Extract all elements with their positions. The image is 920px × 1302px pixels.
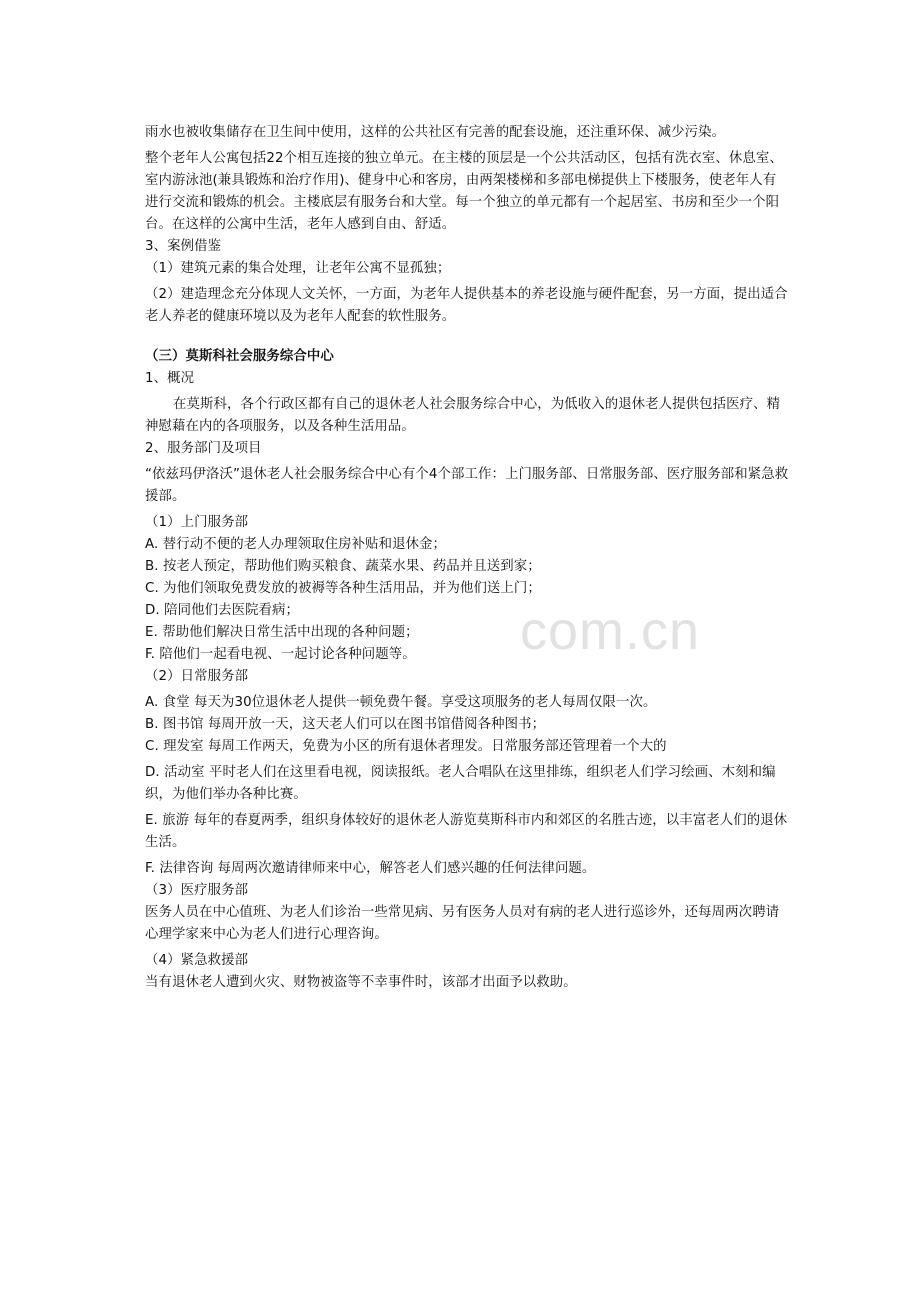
paragraph-line: “依兹玛伊洛沃”退休老人社会服务综合中心有个4个部工作：上门服务部、日常服务部、医疗服务部和紧急救 — [145, 467, 789, 482]
section-heading: 3、案例借鉴 — [145, 239, 222, 254]
list-item: F. 陪他们一起看电视、一起讨论各种问题等。 — [145, 647, 416, 662]
paragraph-line: 雨水也被收集储存在卫生间中使用，这样的公共社区有完善的配套设施，还注重环保、减少污染。 — [145, 125, 726, 140]
paragraph-line: 援部。 — [145, 489, 186, 504]
list-item: E. 帮助他们解决日常生活中出现的各种问题； — [145, 625, 419, 640]
paragraph-line: 台。在这样的公寓中生活，老年人感到自由、舒适。 — [145, 217, 456, 232]
list-item: C. 为他们领取免费发放的被褥等各种生活用品，并为他们送上门； — [145, 581, 541, 596]
subsection-heading: （1）上门服务部 — [145, 515, 249, 530]
list-item: D. 陪同他们去医院看病； — [145, 603, 300, 618]
paragraph-line: 老人养老的健康环境以及为老年人配套的软性服务。 — [145, 309, 456, 324]
watermark: com.cn — [520, 601, 701, 661]
list-item: （1）建筑元素的集合处理，让老年公寓不显孤独； — [145, 261, 451, 276]
paragraph-line: 在莫斯科，各个行政区都有自己的退休老人社会服务综合中心，为低收入的退休老人提供包括医疗、精 — [173, 397, 781, 412]
list-item: E. 旅游 每年的春夏两季，组织身体较好的退休老人游览莫斯科市内和郊区的名胜古迹，以丰富老人们的退休 — [145, 813, 788, 828]
paragraph-line: 医务人员在中心值班、为老人们诊治一些常见病、另有医务人员对有病的老人进行巡诊外，还每周两次聘请 — [145, 905, 780, 920]
list-item: 织，为他们举办各种比赛。 — [145, 787, 307, 802]
list-item: B. 按老人预定，帮助他们购买粮食、蔬菜水果、药品并且送到家； — [145, 559, 541, 574]
list-item: A. 替行动不便的老人办理领取住房补贴和退休金； — [145, 537, 447, 552]
list-item: B. 图书馆 每周开放一天，这天老人们可以在图书馆借阅各种图书； — [145, 717, 546, 732]
section-heading: 1、概况 — [145, 371, 195, 386]
section-heading: 2、服务部门及项目 — [145, 441, 262, 456]
list-item: A. 食堂 每天为30位退休老人提供一顿免费午餐。享受这项服务的老人每周仅限一次。 — [145, 695, 657, 710]
paragraph-line: 心理学家来中心为老人们进行心理咨询。 — [145, 927, 388, 942]
subsection-heading: （3）医疗服务部 — [145, 883, 249, 898]
list-item: D. 活动室 平时老人们在这里看电视，阅读报纸。老人合唱队在这里排练，组织老人们学习绘画、木刻和编 — [145, 765, 776, 780]
list-item: C. 理发室 每周工作两天，免费为小区的所有退休者理发。日常服务部还管理着一个大的 — [145, 739, 667, 754]
chapter-heading: （三）莫斯科社会服务综合中心 — [145, 349, 334, 364]
list-item: F. 法律咨询 每周两次邀请律师来中心，解答老人们感兴趣的任何法律问题。 — [145, 861, 596, 876]
subsection-heading: （4）紧急救援部 — [145, 953, 249, 968]
paragraph-line: 当有退休老人遭到火灾、财物被盗等不幸事件时，该部才出面予以救助。 — [145, 975, 577, 990]
paragraph-line: 神慰藉在内的各项服务，以及各种生活用品。 — [145, 419, 415, 434]
document-body — [145, 122, 789, 994]
list-item: （2）建造理念充分体现人文关怀，一方面，为老年人提供基本的养老设施与硬件配套，另一方面，提出适合 — [145, 287, 788, 302]
paragraph-line: 进行交流和锻炼的机会。主楼底层有服务台和大堂。每一个独立的单元都有一个起居室、书房和至少一个阳 — [145, 195, 780, 210]
subsection-heading: （2）日常服务部 — [145, 669, 249, 684]
list-item: 生活。 — [145, 835, 186, 850]
paragraph-line: 室内游泳池(兼具锻炼和治疗作用)、健身中心和客房，由两架楼梯和多部电梯提供上下楼服务，使老年人有 — [145, 173, 777, 188]
paragraph-line: 整个老年人公寓包括22个相互连接的独立单元。在主楼的顶层是一个公共活动区，包括有洗衣室、休息室、 — [145, 151, 783, 166]
